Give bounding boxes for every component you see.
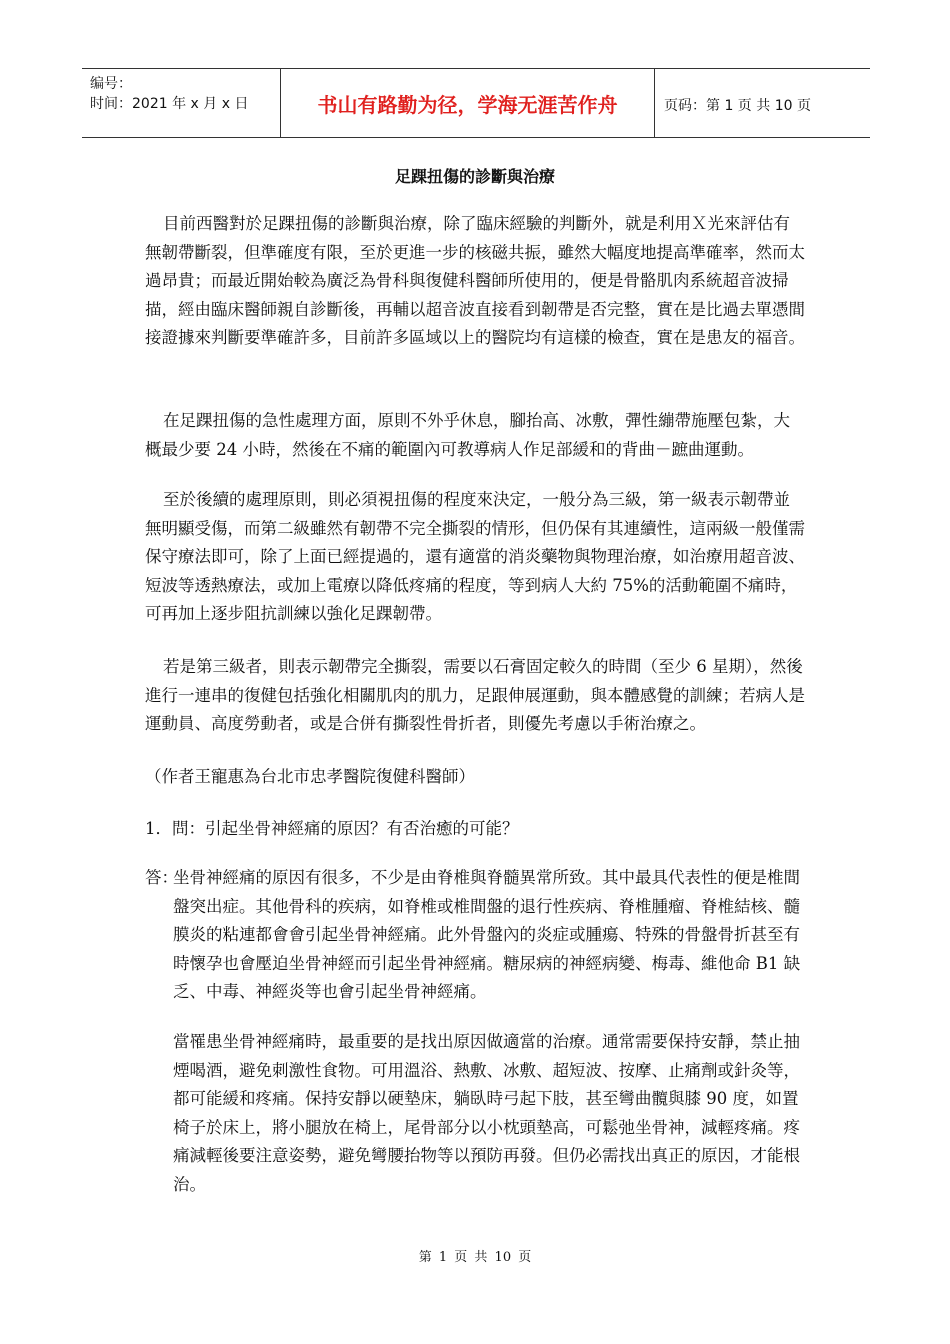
paragraph-text: 至於後續的處理原則，則必須視扭傷的程度來決定，一般分為三級，第一級表示韌帶並無明顯受傷，而第二級雖然有韌帶不完全撕裂的情形，但仍保有其連續性，這兩級一般僅需保守療法即可，除了上面已經提過的，還有適當的消炎藥物與物理治療，如治療用超音波、短波等透熱療法，或加上電療以降低疼痛的程度，等到病人大約 75%的活動範圍不痛時，可再加上逐步阻抗訓練以強化足踝韌帶。: [145, 490, 805, 623]
paragraph-text: 在足踝扭傷的急性處理方面，原則不外乎休息，腳抬高、冰敷，彈性繃帶施壓包紮，大概最少要 24 小時，然後在不痛的範圍內可教導病人作足部緩和的背曲－蹠曲運動。: [145, 411, 790, 459]
motto: 书山有路勤为径，学海无涯苦作舟: [281, 69, 655, 137]
number-label: 编号：: [90, 76, 132, 92]
header-info-cell: [82, 69, 281, 137]
answer-followup: 當罹患坐骨神經痛時，最重要的是找出原因做適當的治療。通常需要保持安靜，禁止抽煙喝酒，避免刺激性食物。可用溫浴、熱敷、冰敷、超短波、按摩、止痛劑或針灸等，都可能緩和疼痛。保持安靜以硬墊床，躺臥時弓起下肢，甚至彎曲髖與膝 90 度，如置椅子於床上，將小腿放在椅上，尾骨部分以小枕頭墊高，可鬆弛坐骨神，減輕疼痛。疼痛減輕後要注意姿勢，避免彎腰抬物等以預防再發。但仍必需找出真正的原因，才能根治。: [173, 1032, 800, 1194]
paragraph-4: [145, 653, 805, 739]
page-footer: 第 1 页 共 10 页: [418, 1250, 532, 1265]
paragraph-text: 若是第三級者，則表示韌帶完全撕裂，需要以石膏固定較久的時間（至少 6 星期），然後進行一連串的復健包括強化相關肌肉的肌力，足跟伸展運動，與本體感覺的訓練；若病人是運動員、高度勞動者，或是合併有撕裂性骨折者，則優先考慮以手術治療之。: [145, 657, 805, 733]
document-title: 足踝扭傷的診斷與治療: [394, 167, 555, 186]
author-note: （作者王寵惠為台北市忠孝醫院復健科醫師）: [145, 767, 475, 786]
answer-text: 坐骨神經痛的原因有很多，不少是由脊椎與脊髓異常所致。其中最具代表性的便是椎間盤突出症。其他骨科的疾病，如脊椎或椎間盤的退行性疾病、脊椎腫瘤、脊椎結核、髓膜炎的粘連都會會引起坐骨神經痛。此外骨盤內的炎症或腫瘍、特殊的骨盤骨折甚至有時懷孕也會壓迫坐骨神經而引起坐骨神經痛。糖尿病的神經病變、梅毒、維他命 B1 缺乏、中毒、神經炎等也會引起坐骨神經痛。: [173, 868, 801, 1001]
answer-block: [145, 864, 805, 1007]
paragraph-text: 目前西醫對於足踝扭傷的診斷與治療，除了臨床經驗的判斷外，就是利用Ｘ光來評估有無韌帶斷裂，但準確度有限，至於更進一步的核磁共振，雖然大幅度地提高準確率，然而太過昂貴；而最近開始較為廣泛為骨科與復健科醫師所使用的，便是骨骼肌肉系統超音波掃描，經由臨床醫師親自診斷後，再輔以超音波直接看到韌帶是否完整，實在是比過去單憑間接證據來判斷要準確許多，目前許多區域以上的醫院均有這樣的檢查，實在是患友的福音。: [145, 214, 805, 347]
paragraph-1: [145, 210, 805, 353]
page-number-label: 页码：第 1 页 共 10 页: [664, 98, 811, 114]
time-label: 时间：2021 年 x 月 x 日: [90, 96, 249, 112]
paragraph-2: [145, 407, 805, 464]
question: 1．問：引起坐骨神經痛的原因？有否治癒的可能？: [145, 819, 519, 838]
page-header: [82, 68, 870, 138]
answer-label: 答：: [145, 868, 178, 887]
paragraph-3: [145, 486, 805, 629]
